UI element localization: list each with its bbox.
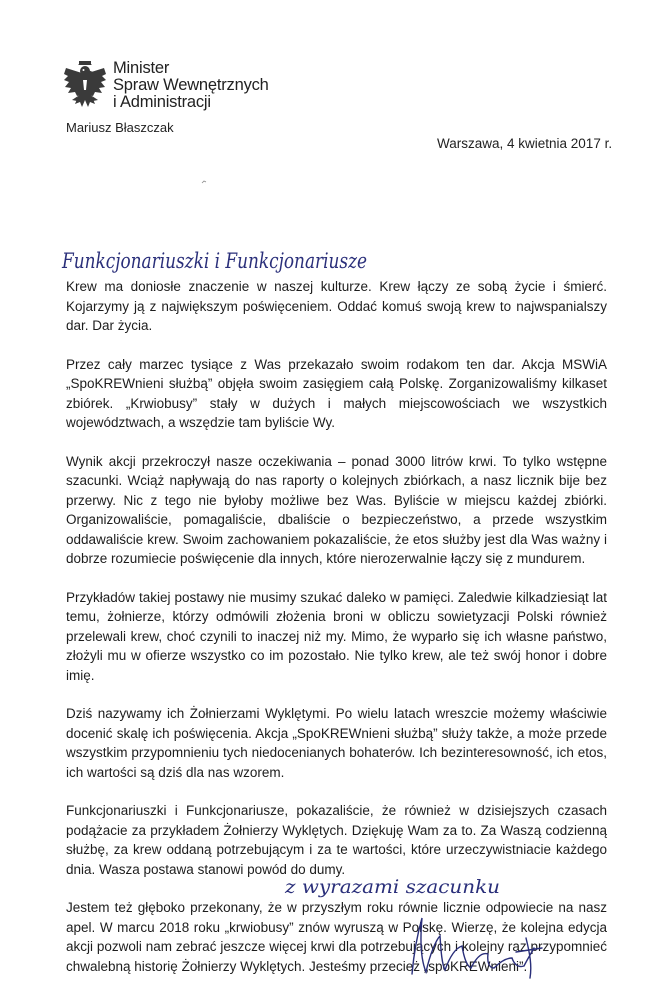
body-paragraph: Krew ma doniosłe znaczenie w naszej kulturze. Krew łączy ze sobą życie i śmierć. Kojarzymy ją z największym poświęceniem. Oddać komuś swoją krew to najwspanialszy dar. Dar życia. [66,279,607,333]
ministry-line: Minister [113,59,170,77]
ministry-line: i Administracji [113,93,211,111]
handwritten-closing: z wyrazami szacunku [283,876,500,898]
body-paragraph: Przez cały marzec tysiące z Was przekazało swoim rodakom ten dar. Akcja MSWiA „SpoKREWnieni służbą” objęła swoim zasięgiem całą Polskę. Zorganizowaliśmy kilkaset zbiórek. „Krwiobusy” stały w dużych i małych miejscowościach we wszystkich województwach, a wszędzie tam byliście Wy. [66,356,607,430]
signer-name: Mariusz Błaszczak [66,120,174,135]
handwritten-salutation [62,238,392,278]
handwritten-signature [412,918,542,978]
body-paragraph: Jestem też głęboko przekonany, że w przyszłym roku równie licznie odpowiecie na nasz apel. W marcu 2018 roku „krwiobusy” znów wyruszą w Polskę. Wierzę, że kolejna edycja akcji pozwoli nam zebrać jeszcze więcej krwi dla potrzebujących i kolejny raz przypomnieć chwalebną historię Żołnierzy Wyklętych. Jesteśmy przecież „spoKREWnieni”. [66,900,607,974]
letterhead [63,60,269,112]
body-paragraph: Funkcjonariuszki i Funkcjonariusze, pokazaliście, że również w dzisiejszych czasach podążacie za przykładem Żołnierzy Wyklętych. Dziękuję Wam za to. Za Waszą codzienną służbę, za krew oddaną potrzebującym i za te wartości, które urzeczywistniacie każdego dnia. Wasza postawa stanowi powód do dumy. [66,803,607,877]
date-line: Warszawa, 4 kwietnia 2017 r. [437,136,613,151]
body-paragraph: Przykładów takiej postawy nie musimy szukać daleko w pamięci. Zaledwie kilkadziesiąt lat temu, żołnierze, którzy odmówili złożenia broni w obliczu sowietyzacji Polski również przelewali krew, choć czynili to inaczej niż my. Mimo, że wyparło się ich własne państwo, złożyli mu w ofierze wszystko co im pozostało. Nie tylko krew, ale też swój honor i dobre imię. [66,589,607,683]
body-paragraph: Dziś nazywamy ich Żołnierzami Wyklętymi. Po wielu latach wreszcie możemy właściwie docenić skalę ich poświęcenia. Akcja „SpoKREWnieni służbą” służy także, a może przede wszystkim przypomnieniu tych niedocenianych bohaterów. Ich bezinteresowność, ich etos, ich wartości są dziś dla nas wzorem. [66,706,607,780]
white-eagle-emblem-icon [63,60,107,112]
ministry-line: Spraw Wewnętrznych [113,76,269,94]
stray-ink-mark [201,180,207,184]
salutation-text: Funkcjonariuszki i Funkcjonariusze [61,249,367,273]
ministry-name [113,60,269,111]
signature-block [280,866,580,986]
body-paragraph: Wynik akcji przekroczył nasze oczekiwania – ponad 3000 litrów krwi. To tylko wstępne szacunki. Wciąż napływają do nas raporty o kolejnych zbiórkach, a nasz licznik bije bez przerwy. Nic z tego nie byłoby możliwe bez Was. Byliście w miejscu każdej zbiórki. Organizowaliście, pomagaliście, dbaliście o bezpieczeństwo, a przede wszystkim oddawaliście krew. Swoim zachowaniem pokazaliście, że etos służby jest dla Was ważny i dobrze rozumiecie poświęcenie dla innych, które nierozerwalnie łączy się z mundurem. [66,453,607,566]
